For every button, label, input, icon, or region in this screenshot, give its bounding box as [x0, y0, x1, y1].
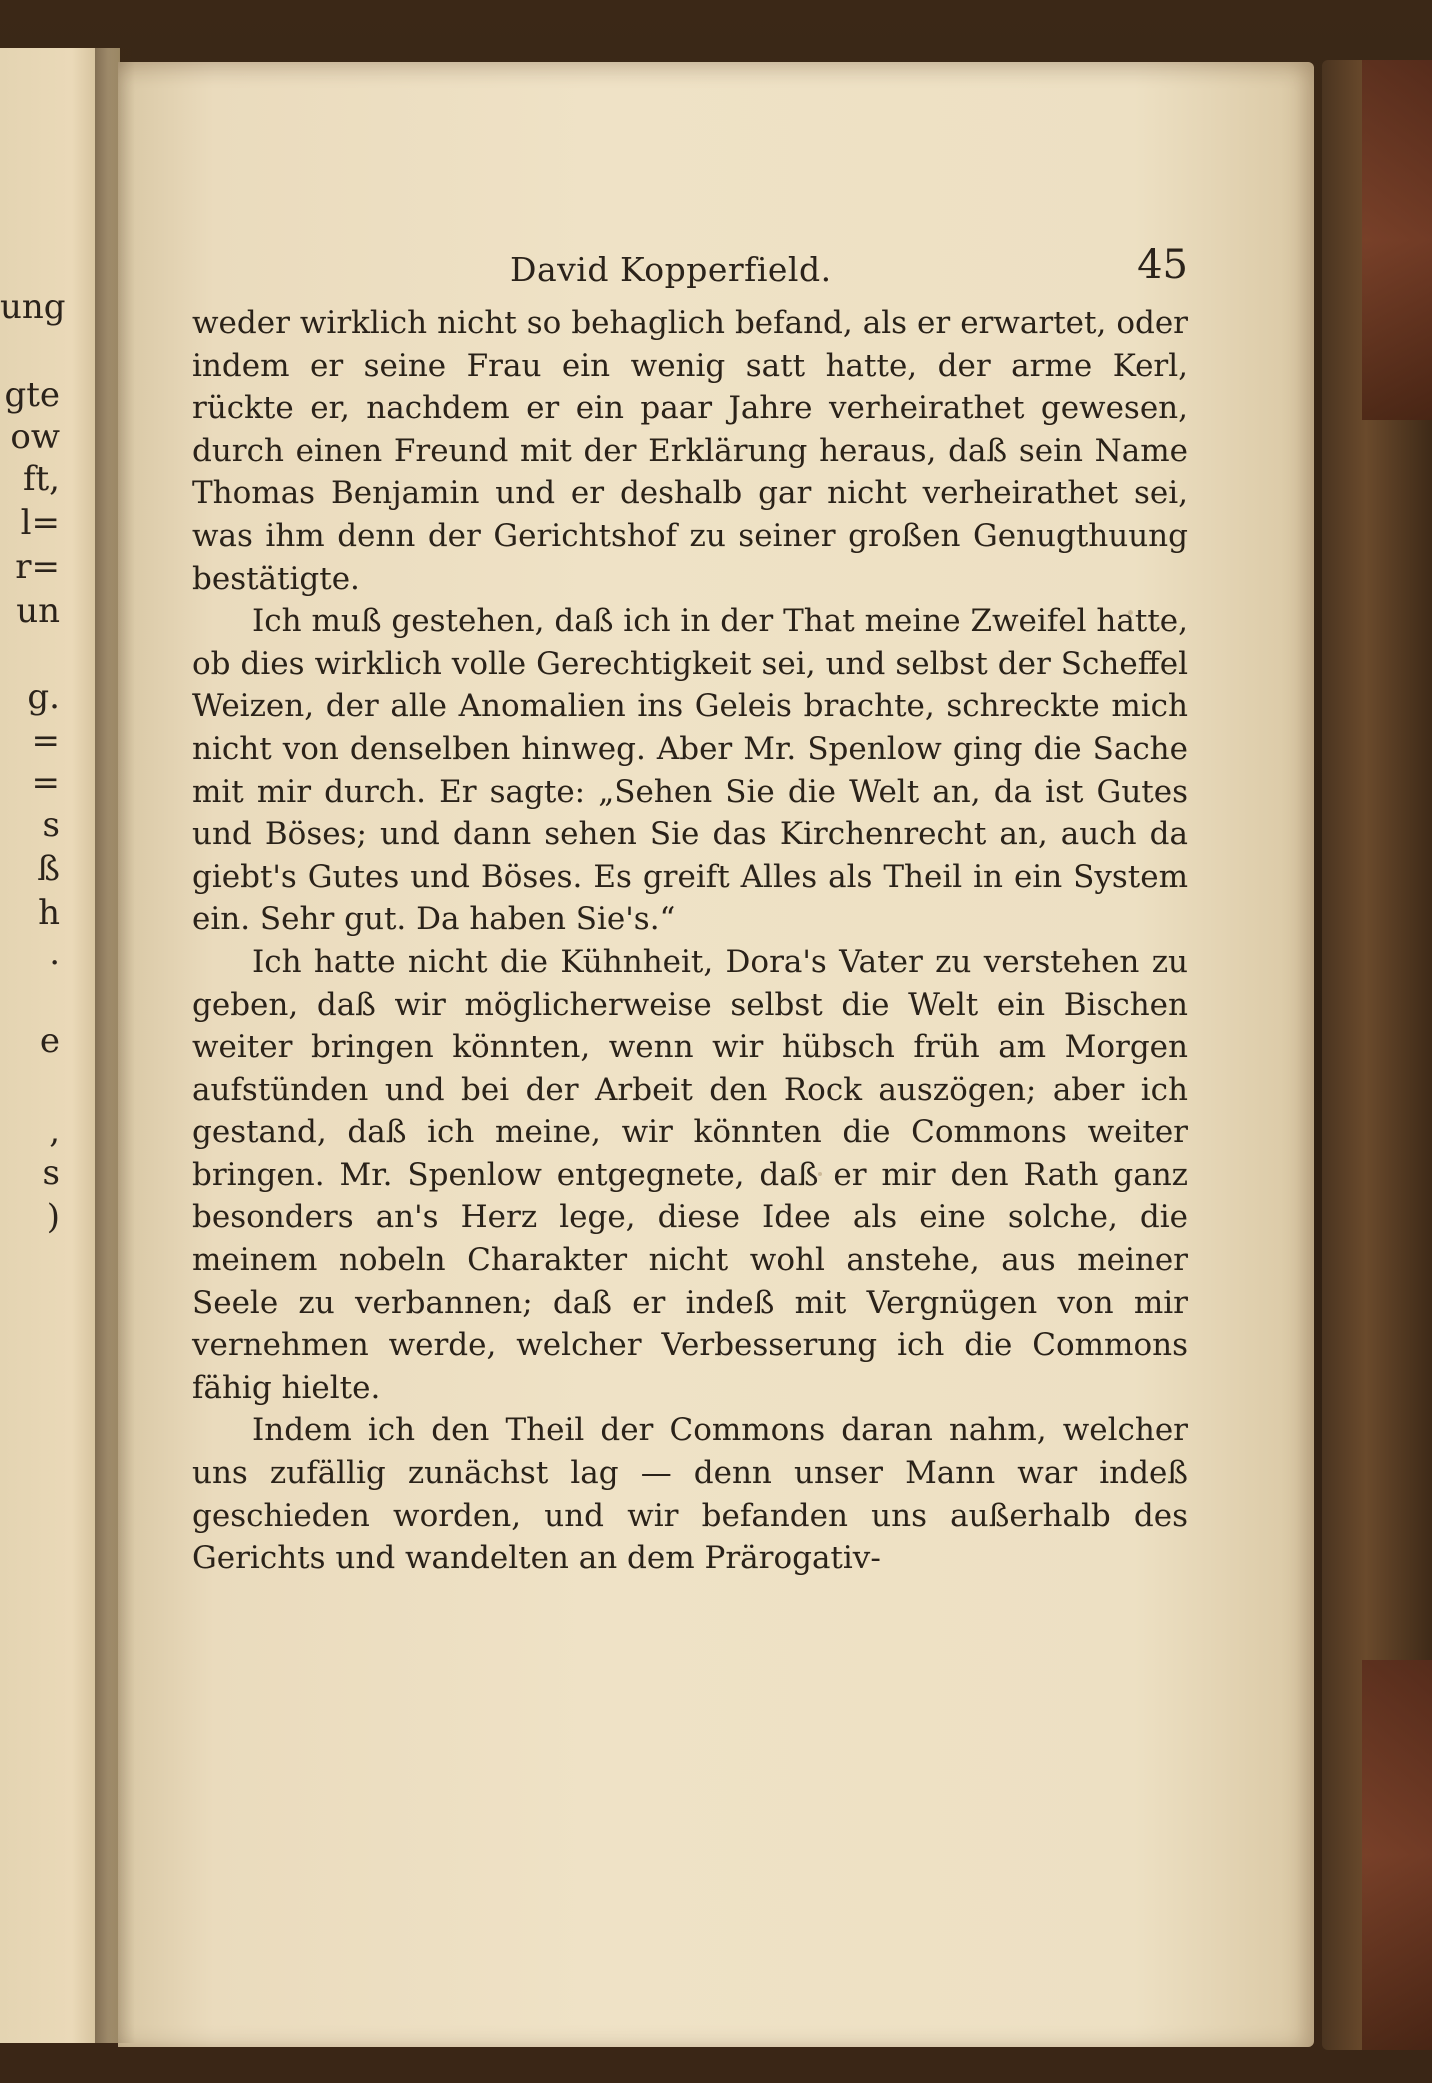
facing-page-fragment: un — [16, 591, 60, 631]
facing-page-fragment: l= — [20, 503, 60, 543]
facing-page-fragment: g. — [27, 677, 60, 717]
facing-page-fragment: ß — [37, 849, 60, 889]
paragraph: Ich muß gestehen, daß ich in der That meine Zweifel hatte, ob dies wirklich volle Gerechtigkeit sei, und selbst der Scheffel Weizen, der alle Anomalien ins Geleis brachte, schreckte mich nicht von denselben hinweg. Aber Mr. Spenlow ging die Sache mit mir durch. Er sagte: „Sehen Sie die Welt an, da ist Gutes und Böses; und dann sehen Sie das Kirchenrecht an, auch da giebt's Gutes und Böses. Es greift Alles als Theil in ein System ein. Sehr gut. Da haben Sie's.“ — [192, 603, 1188, 938]
facing-page-fragment: , — [49, 1111, 60, 1151]
page-gutter-shadow — [95, 48, 135, 2043]
facing-page-fragment: ow — [10, 417, 60, 457]
book-page — [118, 62, 1314, 2047]
facing-page-fragment: . — [49, 933, 60, 973]
running-title: David Kopperfield. — [510, 250, 832, 289]
page-header — [192, 232, 1188, 302]
facing-page-fragment: ft, — [22, 459, 60, 499]
facing-page-fragment: s — [42, 805, 60, 845]
facing-page-fragment: ung — [0, 287, 66, 327]
leather-corner-bottom — [1362, 1660, 1432, 2050]
facing-page-fragment: r= — [15, 547, 60, 587]
paragraph: weder wirklich nicht so behaglich befand, als er erwartet, oder indem er seine Frau ein wenig satt hatte, der arme Kerl, rückte er, nachdem er ein paar Jahre verheirathet gewesen, durch einen Freund mit der Erklärung heraus, daß sein Name Thomas Benjamin und er deshalb gar nicht verheirathet sei, was ihm denn der Gerichtshof zu seiner großen Genugthuung bestätigte. — [192, 305, 1188, 597]
page-content — [192, 232, 1188, 1580]
paragraph: Indem ich den Theil der Commons daran nahm, welcher uns zufällig zunächst lag — denn unser Mann war indeß geschieden worden, und wir befanden uns außerhalb des Gerichts und wandelten an dem Prärogativ- — [192, 1412, 1188, 1577]
page-number: 45 — [1137, 242, 1188, 288]
facing-page-fragment: e — [39, 1021, 60, 1061]
facing-page-fragment: s — [42, 1153, 60, 1193]
facing-page-fragment: = — [31, 721, 60, 761]
facing-page-fragment: gte — [4, 375, 60, 415]
facing-page-fragment: ) — [46, 1197, 60, 1237]
body-text — [192, 302, 1188, 1580]
leather-corner-top — [1362, 60, 1432, 420]
paragraph: Ich hatte nicht die Kühnheit, Dora's Vater zu verstehen zu geben, daß wir möglicherweise selbst die Welt ein Bischen weiter bringen könnten, wenn wir hübsch früh am Morgen aufstünden und bei der Arbeit den Rock auszögen; aber ich gestand, daß ich meine, wir könnten die Commons weiter bringen. Mr. Spenlow entgegnete, daß er mir den Rath ganz besonders an's Herz lege, diese Idee als eine solche, die meinem nobeln Charakter nicht wohl anstehe, aus meiner Seele zu verbannen; daß er indeß mit Vergnügen von mir vernehmen werde, welcher Verbesserung ich die Commons fähig hielte. — [192, 943, 1188, 1406]
facing-page-fragment: = — [31, 763, 60, 803]
facing-page-fragment: h — [38, 893, 60, 933]
